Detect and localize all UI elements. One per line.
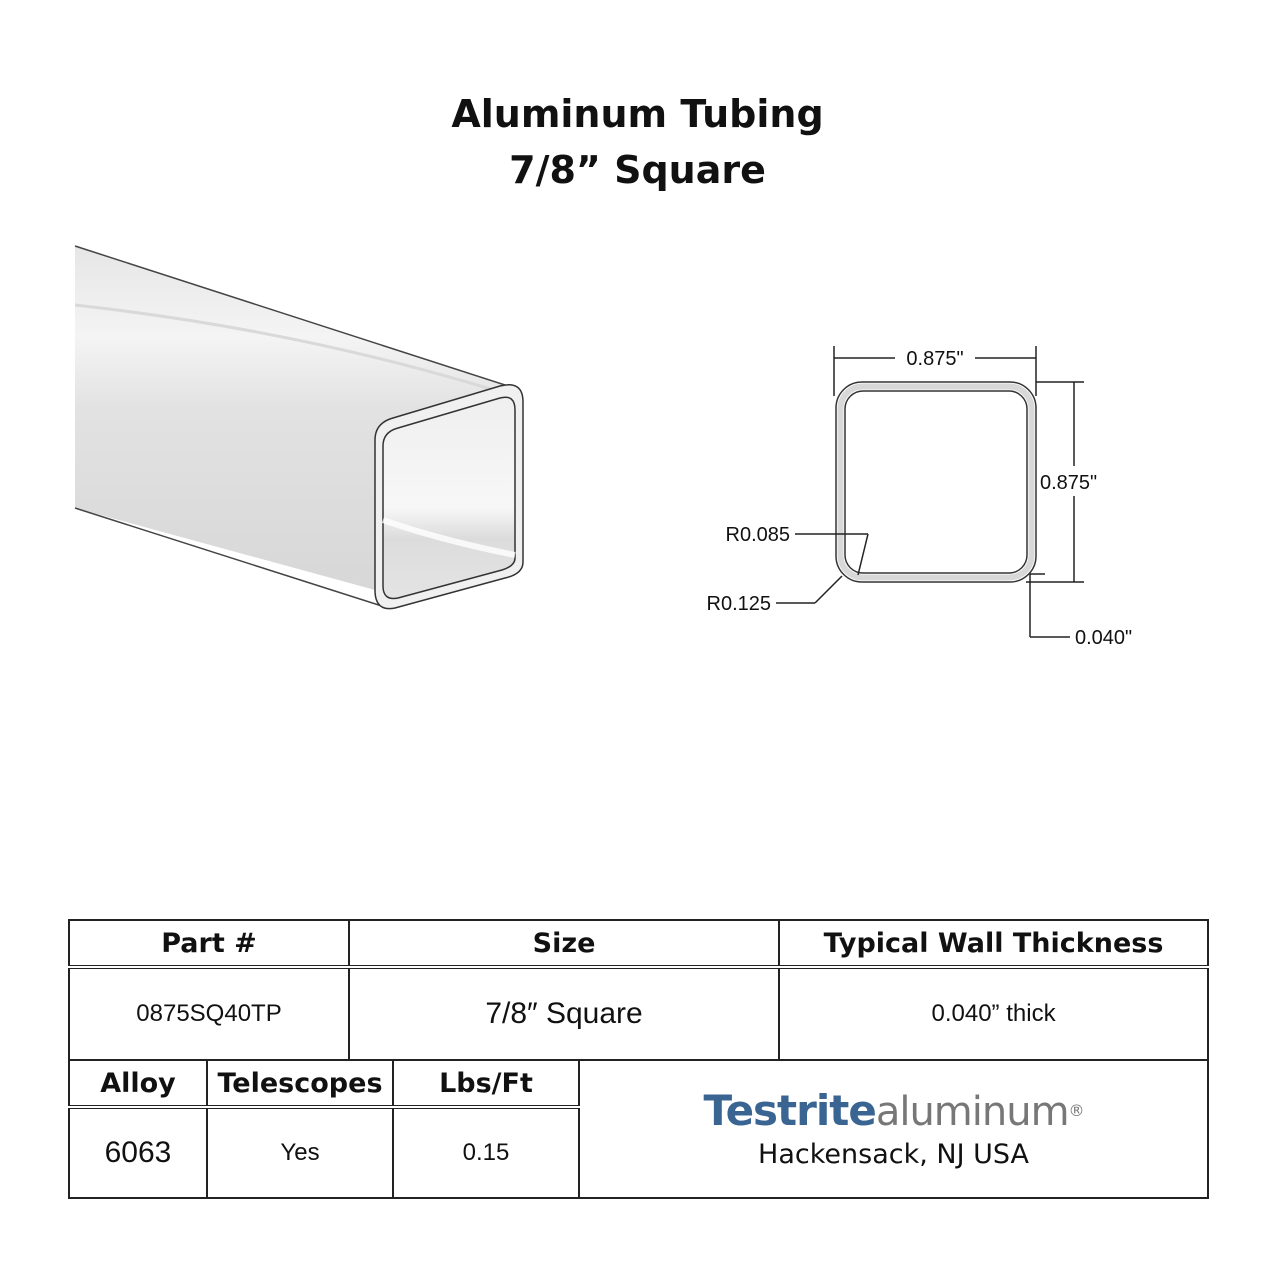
header-lbs: Lbs/Ft	[393, 1060, 579, 1107]
dim-wall: 0.040"	[1075, 627, 1133, 649]
dim-inner-radius: R0.085	[725, 524, 790, 546]
brand-cell	[579, 1060, 1208, 1198]
spec-table	[68, 919, 1209, 1199]
brand-logo	[580, 1088, 1207, 1135]
title-line1: Aluminum Tubing	[451, 92, 824, 136]
header-part: Part #	[69, 920, 349, 967]
value-size: 7/8″ Square	[349, 967, 779, 1060]
value-alloy: 6063	[69, 1107, 207, 1198]
header-alloy: Alloy	[69, 1060, 207, 1107]
value-telescopes: Yes	[207, 1107, 393, 1198]
header-size: Size	[349, 920, 779, 967]
tube-illustration	[75, 246, 523, 609]
header-telescopes: Telescopes	[207, 1060, 393, 1107]
value-wall: 0.040” thick	[779, 967, 1208, 1060]
brand-light: aluminum	[875, 1089, 1069, 1135]
brand-mark: ®	[1068, 1101, 1084, 1120]
header-wall: Typical Wall Thickness	[779, 920, 1208, 967]
dim-width: 0.875"	[906, 348, 964, 370]
brand-bold: Testrite	[703, 1086, 876, 1135]
value-part: 0875SQ40TP	[69, 967, 349, 1060]
brand-location: Hackensack, NJ USA	[758, 1139, 1029, 1170]
cross-section	[836, 382, 1036, 582]
value-lbs: 0.15	[393, 1107, 579, 1198]
dim-height: 0.875"	[1040, 472, 1098, 494]
title-line2: 7/8” Square	[509, 148, 766, 192]
dim-outer-radius: R0.125	[706, 593, 771, 615]
